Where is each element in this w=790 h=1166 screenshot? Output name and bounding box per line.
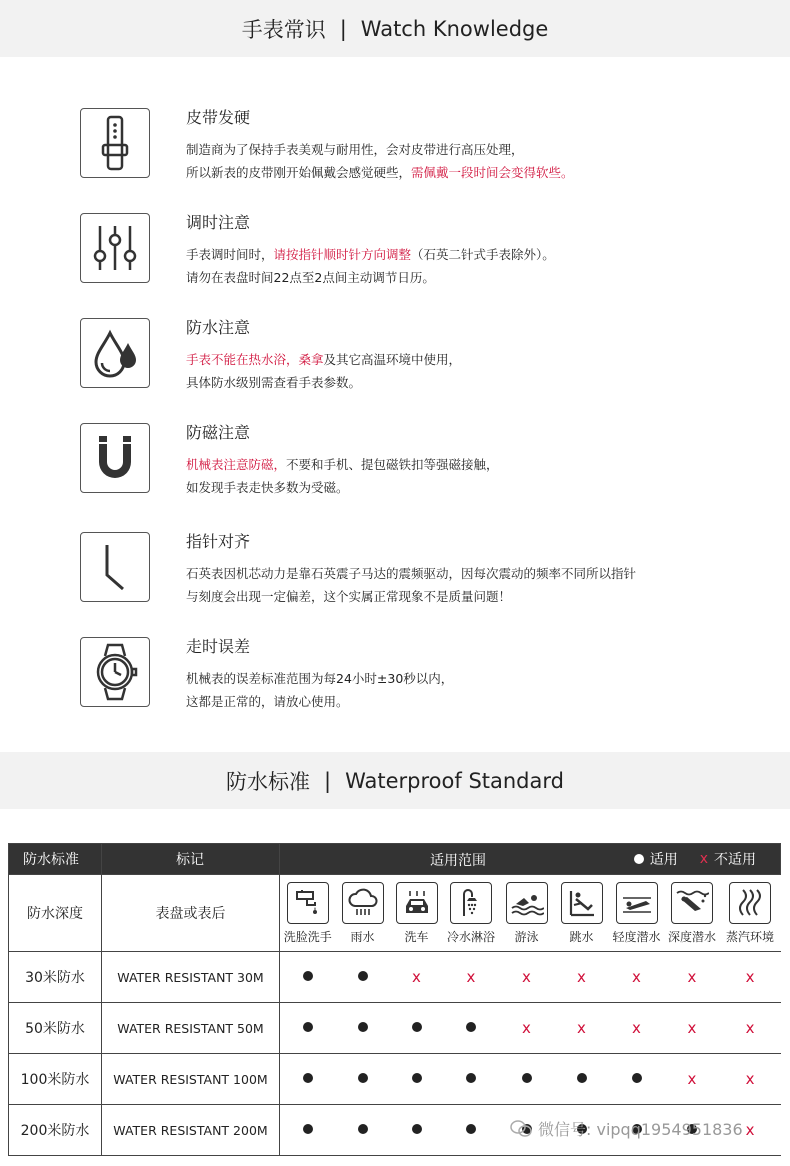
header-separator: |: [339, 16, 347, 41]
suitability-cell: [390, 1105, 444, 1156]
legend-x-icon: x: [699, 851, 709, 867]
usage-label: 蒸汽环境: [726, 929, 775, 944]
legend: [634, 844, 756, 874]
water-drop-icon: [80, 318, 150, 388]
scope-label: 适用范围: [430, 853, 486, 869]
highlight-text: 请按指针顺时针方向调整: [273, 247, 412, 262]
header-separator: |: [324, 768, 332, 793]
item-description: [186, 453, 499, 499]
usage-label: 游泳: [514, 929, 539, 944]
body-text: （石英二针式手表除外）。: [411, 247, 555, 262]
col-scope: [280, 844, 781, 875]
usage-cell: [390, 875, 444, 952]
usage-label: 洗脸洗手: [283, 929, 332, 944]
suitable-dot-icon: [303, 1073, 313, 1083]
suitability-cell: [390, 1003, 444, 1054]
suitability-cell: [336, 1054, 390, 1105]
suitability-cell: [720, 1054, 781, 1105]
rain-cloud-icon: [342, 882, 384, 924]
usage-cell: [280, 875, 336, 952]
swimming-icon: [506, 882, 548, 924]
suitability-cell: [609, 1003, 665, 1054]
body-text: 不要和手机、提包磁铁扣等强磁接触，: [286, 457, 499, 472]
highlight-text: 机械表注意防磁，: [186, 457, 287, 472]
col-mark: 标记: [102, 844, 280, 875]
mark-cell: WATER RESISTANT 100M: [102, 1054, 280, 1105]
deep-dive-icon: [671, 882, 713, 924]
suitability-cell: [280, 1105, 336, 1156]
car-wash-icon: [396, 882, 438, 924]
body-text: 这都是正常的，请放心使用。: [186, 694, 349, 709]
suitable-dot-icon: [358, 1124, 368, 1134]
knowledge-title-cn: 手表常识: [241, 17, 326, 42]
table-row: [9, 952, 781, 1003]
body-text: 与刻度会出现一定偏差，这个实属正常现象不是质量问题！: [186, 589, 512, 604]
suitability-cell: [499, 1054, 555, 1105]
item-title: 调时注意: [186, 213, 251, 232]
usage-row: [9, 875, 781, 952]
suitability-cell: [720, 1003, 781, 1054]
suitability-cell: [555, 952, 609, 1003]
suitability-cell: [609, 952, 665, 1003]
usage-cell: [444, 875, 499, 952]
watch-strap-icon: [80, 108, 150, 178]
legend-dot-label: 适用: [649, 852, 678, 868]
item-title: 走时误差: [186, 637, 251, 656]
unsuitable-x-icon: x: [466, 968, 476, 986]
usage-label: 深度潜水: [667, 929, 716, 944]
usage-cell: [609, 875, 665, 952]
legend-x-label: 不适用: [714, 852, 757, 868]
wechat-icon: [510, 1120, 532, 1138]
waterproof-title-en: Waterproof Standard: [345, 768, 564, 793]
suitability-cell: [444, 1003, 499, 1054]
item-description: [186, 243, 555, 289]
suitability-cell: [336, 1003, 390, 1054]
unsuitable-x-icon: x: [522, 968, 531, 986]
knowledge-item: [80, 318, 760, 390]
usage-cell: [665, 875, 720, 952]
suitability-cell: [555, 1003, 609, 1054]
table-header-row: [9, 844, 781, 875]
item-title: 防磁注意: [186, 423, 251, 442]
usage-cell: [499, 875, 555, 952]
watermark-text: 微信号: vipqq1954951836: [538, 1120, 743, 1139]
suitability-cell: [665, 1003, 720, 1054]
unsuitable-x-icon: x: [745, 1019, 755, 1037]
body-text: 石英表因机芯动力是靠石英震子马达的震频驱动，因每次震动的频率不同所以指针: [186, 566, 637, 581]
knowledge-item: [80, 108, 760, 180]
snorkel-dive-icon: [616, 882, 658, 924]
suitability-cell: [720, 952, 781, 1003]
description-line: [186, 690, 453, 713]
body-text: 具体防水级别需查看手表参数。: [186, 375, 362, 390]
body-text: 请勿在表盘时间22点至2点间主动调节日历。: [186, 270, 435, 285]
description-line: [186, 585, 636, 608]
knowledge-item: [80, 532, 760, 604]
watch-hands-icon: [80, 532, 150, 602]
usage-label: 轻度潜水: [612, 929, 661, 944]
usage-cell: [336, 875, 390, 952]
suitability-cell: [280, 1054, 336, 1105]
knowledge-title-en: Watch Knowledge: [360, 16, 549, 41]
item-title: 皮带发硬: [186, 108, 251, 127]
table-row: [9, 1054, 781, 1105]
suitable-dot-icon: [303, 1124, 313, 1134]
suitability-cell: [665, 1054, 720, 1105]
unsuitable-x-icon: x: [577, 1019, 586, 1037]
suitability-cell: [444, 1105, 499, 1156]
depth-cell: 50米防水: [9, 1003, 102, 1054]
description-line: [186, 453, 499, 476]
mark-label: 表盘或表后: [102, 875, 280, 952]
item-description: [186, 138, 574, 184]
suitability-cell: [336, 952, 390, 1003]
suitable-dot-icon: [358, 971, 368, 981]
body-text: 及其它高温环境中使用，: [323, 352, 462, 367]
unsuitable-x-icon: x: [412, 968, 421, 986]
item-description: [186, 562, 636, 608]
description-line: [186, 138, 574, 161]
table-row: [9, 1003, 781, 1054]
steam-icon: [729, 882, 771, 924]
body-text: 手表调时间时，: [186, 247, 274, 262]
waterproof-title-cn: 防水标准: [226, 769, 311, 794]
suitability-cell: [555, 1054, 609, 1105]
unsuitable-x-icon: x: [745, 968, 755, 986]
waterproof-header: [0, 752, 790, 809]
suitable-dot-icon: [303, 971, 313, 981]
legend-dot-icon: [634, 854, 644, 864]
mark-cell: WATER RESISTANT 200M: [102, 1105, 280, 1156]
suitable-dot-icon: [358, 1073, 368, 1083]
unsuitable-x-icon: x: [632, 968, 641, 986]
description-line: [186, 161, 574, 184]
knowledge-item: [80, 423, 760, 495]
description-line: [186, 667, 453, 690]
suitability-cell: [444, 1054, 499, 1105]
usage-label: 跳水: [569, 929, 594, 944]
suitable-dot-icon: [632, 1073, 642, 1083]
suitability-cell: [499, 1003, 555, 1054]
description-line: [186, 266, 555, 289]
col-standard: 防水标准: [9, 844, 102, 875]
shower-icon: [450, 882, 492, 924]
usage-label: 冷水淋浴: [446, 929, 495, 944]
body-text: 所以新表的皮带刚开始佩戴会感觉硬些，: [186, 165, 412, 180]
knowledge-header: [0, 0, 790, 57]
mark-cell: WATER RESISTANT 30M: [102, 952, 280, 1003]
description-line: [186, 476, 499, 499]
unsuitable-x-icon: x: [745, 1070, 755, 1088]
highlight-text: 需佩戴一段时间会变得软些。: [411, 165, 574, 180]
body-text: 制造商为了保持手表美观与耐用性，会对皮带进行高压处理，: [186, 142, 524, 157]
depth-label: 防水深度: [9, 875, 102, 952]
suitability-cell: [609, 1054, 665, 1105]
item-description: [186, 667, 453, 713]
adjust-sliders-icon: [80, 213, 150, 283]
faucet-icon: [287, 882, 329, 924]
usage-cell: [720, 875, 781, 952]
knowledge-item: [80, 637, 760, 709]
item-title: 防水注意: [186, 318, 251, 337]
suitability-cell: [280, 952, 336, 1003]
unsuitable-x-icon: x: [577, 968, 586, 986]
usage-cell: [555, 875, 609, 952]
suitable-dot-icon: [522, 1073, 532, 1083]
suitability-cell: [390, 1054, 444, 1105]
watermark: [510, 1117, 743, 1140]
suitability-cell: [336, 1105, 390, 1156]
diving-jump-icon: [561, 882, 603, 924]
depth-cell: 30米防水: [9, 952, 102, 1003]
description-line: [186, 243, 555, 266]
suitable-dot-icon: [412, 1022, 422, 1032]
suitability-cell: [390, 952, 444, 1003]
suitability-cell: [280, 1003, 336, 1054]
suitable-dot-icon: [466, 1022, 476, 1032]
unsuitable-x-icon: x: [522, 1019, 531, 1037]
waterproof-table: [8, 843, 781, 1156]
highlight-text: 手表不能在热水浴，桑拿: [186, 352, 324, 367]
suitable-dot-icon: [577, 1073, 587, 1083]
description-line: [186, 371, 461, 394]
suitable-dot-icon: [466, 1124, 476, 1134]
unsuitable-x-icon: x: [687, 1070, 697, 1088]
suitability-cell: [665, 952, 720, 1003]
description-line: [186, 348, 461, 371]
depth-cell: 100米防水: [9, 1054, 102, 1105]
depth-cell: 200米防水: [9, 1105, 102, 1156]
suitable-dot-icon: [358, 1022, 368, 1032]
suitable-dot-icon: [412, 1124, 422, 1134]
magnet-icon: [80, 423, 150, 493]
body-text: 机械表的误差标准范围为每24小时±30秒以内，: [186, 671, 454, 686]
suitable-dot-icon: [466, 1073, 476, 1083]
body-text: 如发现手表走快多数为受磁。: [186, 480, 349, 495]
unsuitable-x-icon: x: [687, 968, 697, 986]
item-title: 指针对齐: [186, 532, 251, 551]
suitability-cell: [444, 952, 499, 1003]
unsuitable-x-icon: x: [745, 1121, 755, 1139]
unsuitable-x-icon: x: [632, 1019, 641, 1037]
suitability-cell: [499, 952, 555, 1003]
usage-label: 洗车: [404, 929, 429, 944]
wristwatch-icon: [80, 637, 150, 707]
suitable-dot-icon: [412, 1073, 422, 1083]
mark-cell: WATER RESISTANT 50M: [102, 1003, 280, 1054]
description-line: [186, 562, 636, 585]
usage-label: 雨水: [350, 929, 375, 944]
item-description: [186, 348, 461, 394]
unsuitable-x-icon: x: [687, 1019, 697, 1037]
knowledge-item: [80, 213, 760, 285]
suitable-dot-icon: [303, 1022, 313, 1032]
